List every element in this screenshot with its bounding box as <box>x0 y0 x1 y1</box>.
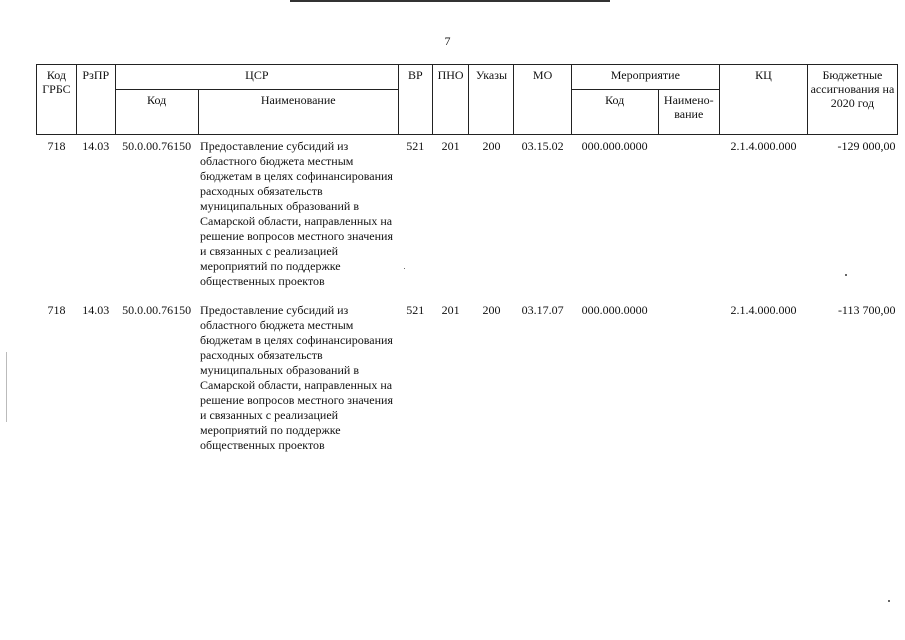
cell-vr: 521 <box>406 303 425 317</box>
cell-csr-code: 50.0.00.76150 <box>122 139 192 153</box>
table-row <box>37 299 898 463</box>
cell-name: Предоставление субсидий из областного бюджета местным бюджетам в целях софинансирования расходных обязательств муниципальных образований в Самарской области, направленных на решение вопросов местного значения и связанных с реализацией мероприятий по поддержке общественных проектов <box>200 303 393 452</box>
col-header-event: Мероприятие <box>571 65 719 90</box>
scan-speck <box>845 274 847 276</box>
cell-event-code: 000.000.0000 <box>581 139 648 153</box>
cell-amount: -129 000,00 <box>837 139 896 153</box>
cell-ukazy: 200 <box>482 303 501 317</box>
cell-event-name <box>658 299 719 463</box>
cell-grbs: 718 <box>47 139 66 153</box>
col-header-mo: МО <box>514 65 571 135</box>
col-header-csr: ЦСР <box>115 65 398 90</box>
cell-event-code: 000.000.0000 <box>581 303 648 317</box>
budget-table <box>36 64 898 463</box>
col-header-event-code: Код <box>571 90 658 135</box>
scan-speck <box>404 268 405 269</box>
cell-vr: 521 <box>406 139 425 153</box>
scan-margin-mark <box>6 352 7 422</box>
col-header-pno: ПНО <box>432 65 469 135</box>
col-header-kc: КЦ <box>719 65 807 135</box>
cell-pno: 201 <box>441 303 460 317</box>
col-header-csr-code: Код <box>115 90 198 135</box>
page-number: 7 <box>444 34 451 48</box>
cell-pno: 201 <box>441 139 460 153</box>
cell-mo: 03.15.02 <box>521 139 564 153</box>
cell-rzpr: 14.03 <box>82 139 110 153</box>
top-rule <box>290 0 610 2</box>
col-header-vr: ВР <box>398 65 432 135</box>
col-header-ukazy: Указы <box>469 65 514 135</box>
table-row <box>37 135 898 300</box>
header-row-top <box>37 65 898 90</box>
cell-event-name <box>658 135 719 300</box>
cell-csr-code: 50.0.00.76150 <box>122 303 192 317</box>
col-header-event-name: Наимено-вание <box>658 90 719 135</box>
cell-mo: 03.17.07 <box>521 303 564 317</box>
col-header-rzpr: РзПР <box>76 65 115 135</box>
col-header-budget: Бюджетные ассигнования на 2020 год <box>807 65 897 135</box>
cell-kc: 2.1.4.000.000 <box>730 139 797 153</box>
col-header-csr-name: Наименование <box>198 90 398 135</box>
cell-rzpr: 14.03 <box>82 303 110 317</box>
cell-kc: 2.1.4.000.000 <box>730 303 797 317</box>
cell-amount: -113 700,00 <box>837 303 896 317</box>
cell-ukazy: 200 <box>482 139 501 153</box>
cell-grbs: 718 <box>47 303 66 317</box>
col-header-grbs: Код ГРБС <box>37 65 77 135</box>
scan-speck <box>888 600 890 602</box>
cell-name: Предоставление субсидий из областного бюджета местным бюджетам в целях софинансирования расходных обязательств муниципальных образований в Самарской области, направленных на решение вопросов местного значения и связанных с реализацией мероприятий по поддержке общественных проектов <box>200 139 393 288</box>
